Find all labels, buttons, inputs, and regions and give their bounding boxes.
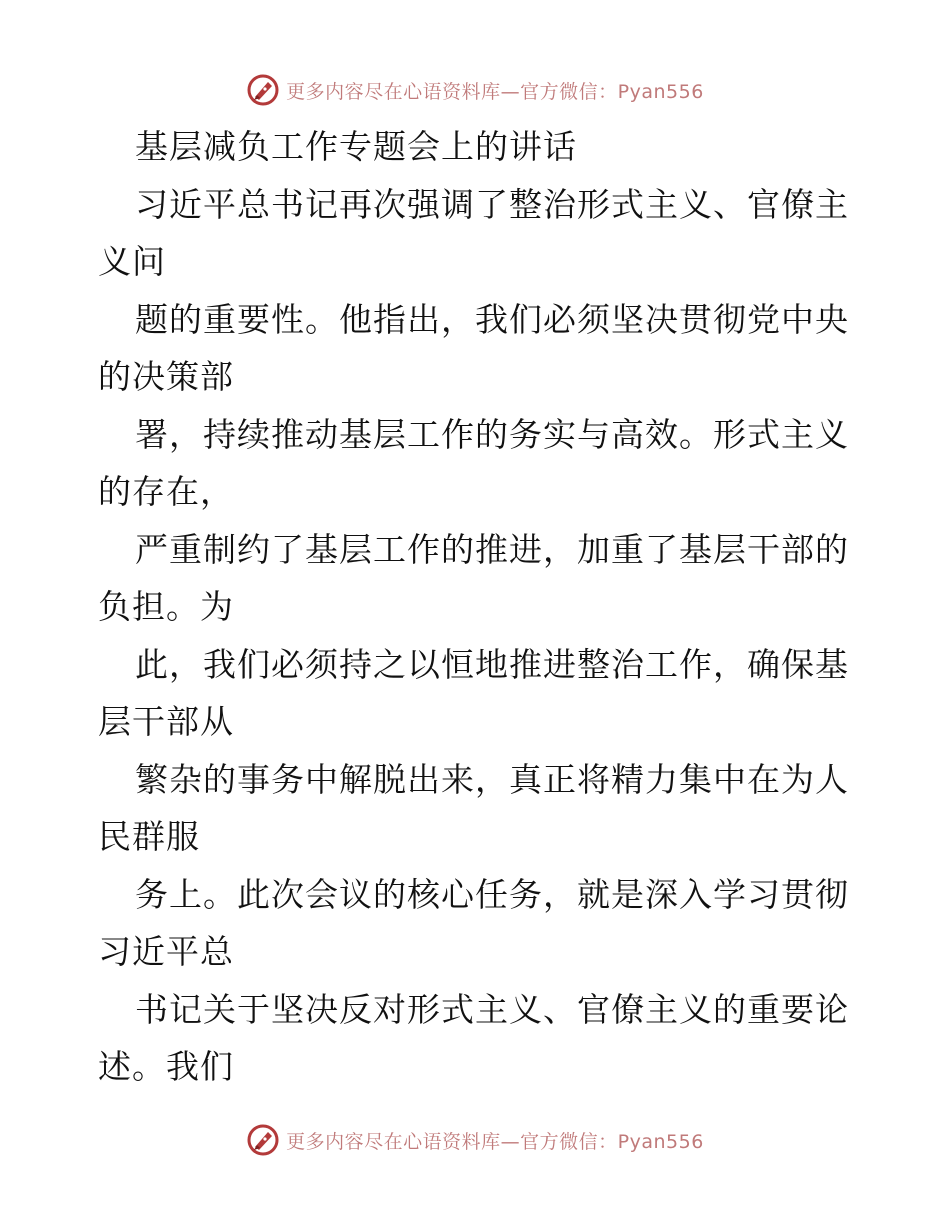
text-line: 署，持续推动基层工作的务实与高效。形式主义 — [135, 414, 849, 454]
text-line: 述。我们 — [98, 1047, 234, 1086]
text-line: 负担。为 — [98, 587, 234, 626]
text-line: 民群服 — [98, 817, 200, 856]
pen-nib-logo-icon — [246, 1123, 280, 1157]
text-line: 繁杂的事务中解脱出来，真正将精力集中在为人 — [135, 759, 849, 799]
text-line: 义问 — [98, 242, 166, 281]
watermark-text: 更多内容尽在心语资料库—官方微信：Pyan556 — [286, 80, 704, 103]
text-line: 书记关于坚决反对形式主义、官僚主义的重要论 — [135, 989, 849, 1029]
text-line: 层干部从 — [98, 702, 234, 741]
text-line: 的存在， — [98, 472, 234, 511]
document-body — [98, 118, 858, 1096]
document-title: 基层减负工作专题会上的讲话 — [135, 127, 577, 166]
text-line: 此，我们必须持之以恒地推进整治工作，确保基 — [135, 644, 849, 684]
text-line: 严重制约了基层工作的推进，加重了基层干部的 — [135, 529, 849, 569]
watermark-text: 更多内容尽在心语资料库—官方微信：Pyan556 — [286, 1130, 704, 1153]
text-line: 习近平总书记再次强调了整治形式主义、官僚主 — [135, 184, 849, 224]
text-line: 的决策部 — [98, 357, 234, 396]
text-line: 习近平总 — [98, 932, 234, 971]
header-watermark — [0, 70, 950, 110]
text-line: 题的重要性。他指出，我们必须坚决贯彻党中央 — [135, 299, 849, 339]
pen-nib-logo-icon — [246, 73, 280, 107]
text-line: 务上。此次会议的核心任务，就是深入学习贯彻 — [135, 874, 849, 914]
footer-watermark — [0, 1120, 950, 1160]
